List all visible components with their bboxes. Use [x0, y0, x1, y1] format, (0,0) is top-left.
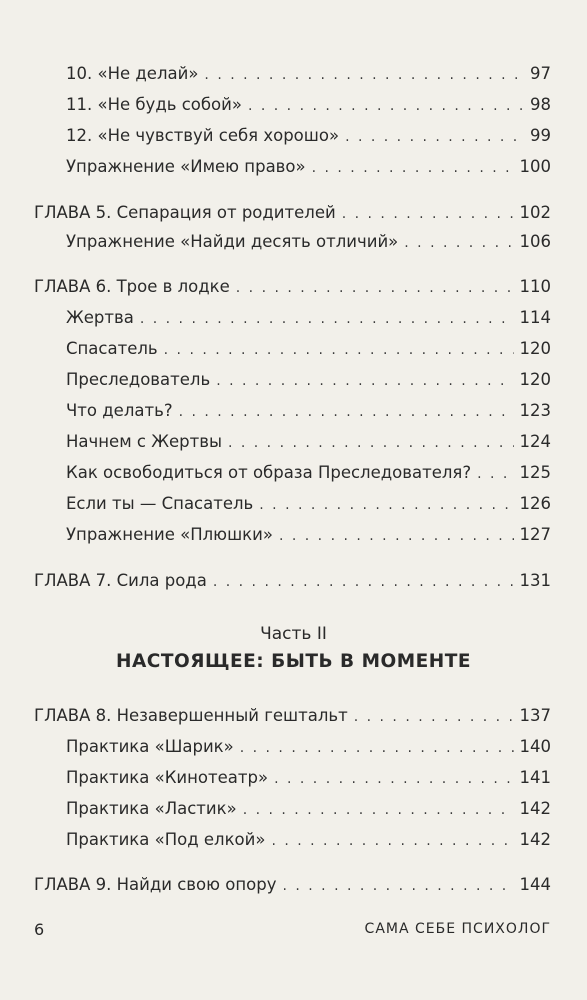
dot-leader — [236, 277, 514, 299]
dot-leader — [345, 126, 524, 148]
toc-chapter-title: ГЛАВА 8. Незавершенный гештальт — [34, 706, 348, 725]
toc-entry — [66, 400, 551, 422]
dot-leader — [179, 401, 514, 423]
dot-leader — [279, 525, 514, 547]
toc-entry-title: Практика «Ластик» — [66, 799, 237, 818]
toc-entry-title: Практика «Под елкой» — [66, 830, 266, 849]
toc-entry — [66, 63, 551, 85]
toc-entry-title: Жертва — [66, 308, 134, 327]
dot-leader — [259, 494, 513, 516]
toc-chapter-page: 102 — [519, 203, 551, 222]
toc-entry-page: 98 — [530, 95, 551, 114]
toc-entry-title: 10. «Не делай» — [66, 64, 199, 83]
toc-entry-title: Если ты — Спасатель — [66, 494, 254, 513]
toc-entry — [66, 338, 551, 360]
dot-leader — [271, 830, 513, 852]
toc-entry-page: 100 — [519, 157, 551, 176]
toc-entry-page: 97 — [530, 64, 551, 83]
dot-leader — [228, 432, 514, 454]
dot-leader — [243, 799, 514, 821]
toc-entry-page: 125 — [519, 463, 551, 482]
toc-entry-page: 127 — [519, 525, 551, 544]
dot-leader — [216, 370, 513, 392]
part-heading: Часть II — [260, 624, 327, 644]
toc-entry — [66, 369, 551, 391]
dot-leader — [213, 571, 514, 593]
toc-entry — [66, 156, 551, 178]
toc-entry-title: Практика «Шарик» — [66, 737, 234, 756]
toc-entry — [66, 462, 551, 484]
toc-chapter-page: 137 — [519, 706, 551, 725]
toc-chapter-title: ГЛАВА 5. Сепарация от родителей — [34, 203, 336, 222]
toc-entry — [66, 431, 551, 453]
toc-chapter-title: ГЛАВА 6. Трое в лодке — [34, 277, 230, 296]
toc-chapter — [34, 570, 551, 592]
page-number: 6 — [34, 920, 45, 939]
toc-entry-page: 99 — [530, 126, 551, 145]
toc-entry — [66, 767, 551, 789]
dot-leader — [204, 64, 524, 86]
toc-entry-title: Упражнение «Найди десять отличий» — [66, 232, 399, 251]
toc-entry-title: Упражнение «Имею право» — [66, 157, 306, 176]
toc-entry — [66, 829, 551, 851]
toc-entry-page: 106 — [519, 232, 551, 251]
dot-leader — [354, 706, 514, 728]
toc-chapter — [34, 202, 551, 224]
toc-entry-page: 123 — [519, 401, 551, 420]
dot-leader — [164, 339, 514, 361]
toc-entry — [66, 493, 551, 515]
dot-leader — [240, 737, 514, 759]
toc-entry — [66, 231, 551, 253]
dot-leader — [342, 203, 514, 225]
toc-chapter-page: 144 — [519, 875, 551, 894]
dot-leader — [140, 308, 514, 330]
toc-chapter — [34, 705, 551, 727]
toc-entry-title: Как освободиться от образа Преследователя? — [66, 463, 472, 482]
toc-chapter — [34, 276, 551, 298]
toc-chapter-page: 131 — [519, 571, 551, 590]
toc-entry-title: 11. «Не будь собой» — [66, 95, 242, 114]
toc-entry-title: 12. «Не чувствуй себя хорошо» — [66, 126, 340, 145]
toc-chapter-title: ГЛАВА 9. Найди свою опору — [34, 875, 277, 894]
dot-leader — [477, 463, 513, 485]
toc-entry-page: 120 — [519, 339, 551, 358]
toc-chapter-page: 110 — [519, 277, 551, 296]
toc-entry-page: 141 — [519, 768, 551, 787]
toc-entry — [66, 524, 551, 546]
dot-leader — [282, 875, 513, 897]
toc-entry-title: Что делать? — [66, 401, 173, 420]
toc-entry-page: 126 — [519, 494, 551, 513]
toc-entry-page: 114 — [519, 308, 551, 327]
toc-entry-page: 140 — [519, 737, 551, 756]
dot-leader — [404, 232, 513, 254]
toc-entry-title: Спасатель — [66, 339, 158, 358]
toc-entry — [66, 798, 551, 820]
toc-entry-title: Упражнение «Плюшки» — [66, 525, 273, 544]
toc-entry-page: 142 — [519, 830, 551, 849]
toc-entry — [66, 125, 551, 147]
dot-leader — [274, 768, 513, 790]
dot-leader — [248, 95, 524, 117]
toc-entry-title: Начнем с Жертвы — [66, 432, 222, 451]
toc-entry-page: 120 — [519, 370, 551, 389]
toc-entry — [66, 94, 551, 116]
toc-entry-page: 142 — [519, 799, 551, 818]
toc-entry — [66, 736, 551, 758]
toc-entry-title: Практика «Кинотеатр» — [66, 768, 269, 787]
toc-entry — [66, 307, 551, 329]
part-title: НАСТОЯЩЕЕ: БЫТЬ В МОМЕНТЕ — [115, 651, 471, 672]
toc-chapter — [34, 874, 551, 896]
dot-leader — [312, 157, 514, 179]
toc-entry-title: Преследователь — [66, 370, 211, 389]
running-footer-title: САМА СЕБЕ ПСИХОЛОГ — [364, 921, 551, 937]
toc-entry-page: 124 — [519, 432, 551, 451]
toc-chapter-title: ГЛАВА 7. Сила рода — [34, 571, 207, 590]
